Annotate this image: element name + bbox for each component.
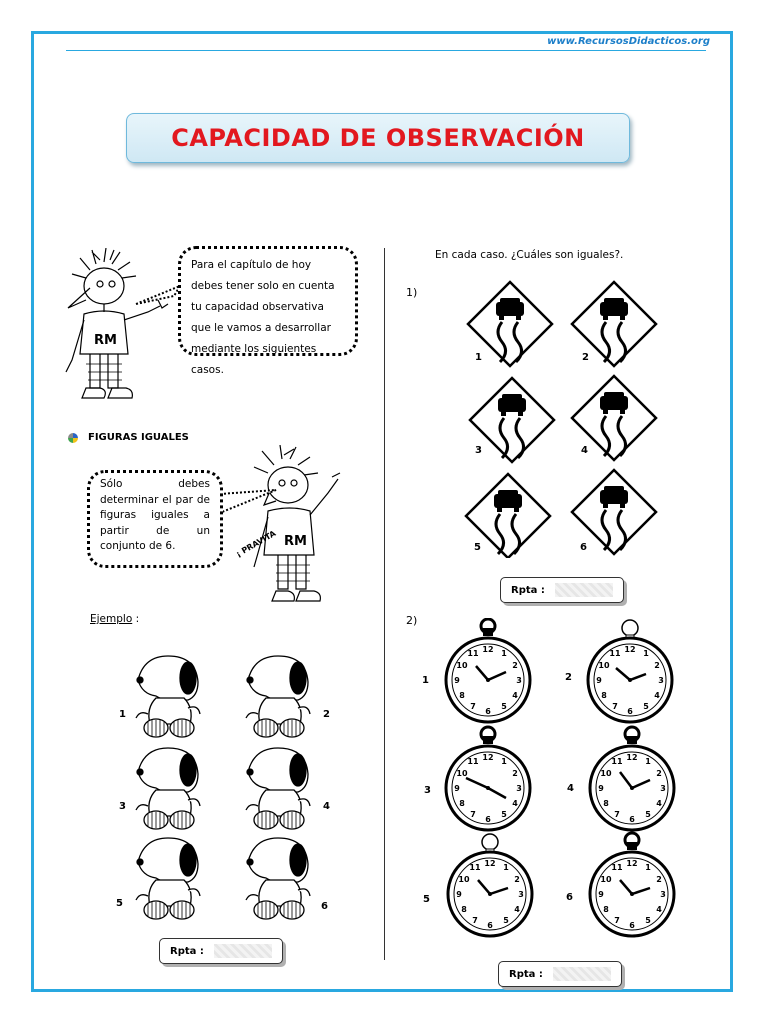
figure-number: 1 xyxy=(422,675,429,686)
header-rule xyxy=(66,50,706,51)
character-illustration xyxy=(224,445,354,615)
answer-box[interactable] xyxy=(159,938,283,964)
figure-number: 5 xyxy=(423,894,430,905)
example-label: Ejemplo xyxy=(90,613,133,625)
case-label: 1) xyxy=(406,286,418,299)
figure-number: 1 xyxy=(119,709,126,720)
figure-number: 2 xyxy=(565,672,572,683)
figure-number: 3 xyxy=(119,801,126,812)
page-title: CAPACIDAD DE OBSERVACIÓN xyxy=(171,124,585,152)
figure-number: 6 xyxy=(566,892,573,903)
column-divider xyxy=(384,248,385,960)
answer-label: Rpta : xyxy=(511,584,545,596)
title-banner xyxy=(126,113,630,163)
figure-number: 4 xyxy=(323,801,330,812)
character-illustration xyxy=(60,248,180,418)
section-heading xyxy=(68,432,189,443)
instruction-bubble: Sólo debes determinar el par de figuras iguales a partir de un conjunto de 6. xyxy=(87,470,223,568)
figure-number: 5 xyxy=(116,898,123,909)
example-label-row xyxy=(90,613,139,625)
character-badge: ¡ PRAVITA xyxy=(234,528,278,559)
shirt-letters: RM xyxy=(284,534,307,549)
answer-field[interactable] xyxy=(553,967,611,981)
case-label: 2) xyxy=(406,614,418,627)
site-url[interactable]: www.RecursosDidacticos.org xyxy=(547,36,710,47)
intro-bubble: Para el capítulo de hoy debes tener solo en cuenta tu capacidad observativa que le vamos a desarrollar mediante los siguientes casos. xyxy=(178,246,358,356)
question-text: En cada caso. ¿Cuáles son iguales?. xyxy=(435,249,624,261)
answer-field[interactable] xyxy=(214,944,272,958)
shirt-letters: RM xyxy=(94,333,117,348)
clock-figures xyxy=(440,618,680,948)
answer-field[interactable] xyxy=(555,583,613,597)
answer-label: Rpta : xyxy=(509,968,543,980)
answer-box[interactable] xyxy=(500,577,624,603)
figure-number: 3 xyxy=(424,785,431,796)
figure-number: 5 xyxy=(474,542,481,553)
figure-number: 1 xyxy=(475,352,482,363)
figure-number: 3 xyxy=(475,445,482,456)
figure-number: 6 xyxy=(580,542,587,553)
answer-box[interactable] xyxy=(498,961,622,987)
section-title: FIGURAS IGUALES xyxy=(88,432,189,443)
bullet-icon xyxy=(68,433,78,443)
road-sign-figures xyxy=(462,278,662,558)
speech-tail xyxy=(218,488,278,522)
figure-number: 4 xyxy=(581,445,588,456)
example-colon: : xyxy=(135,613,140,625)
example-figures xyxy=(130,652,320,922)
speech-tail xyxy=(134,282,182,308)
answer-label: Rpta : xyxy=(170,945,204,957)
figure-number: 2 xyxy=(323,709,330,720)
figure-number: 6 xyxy=(321,901,328,912)
figure-number: 4 xyxy=(567,783,574,794)
figure-number: 2 xyxy=(582,352,589,363)
